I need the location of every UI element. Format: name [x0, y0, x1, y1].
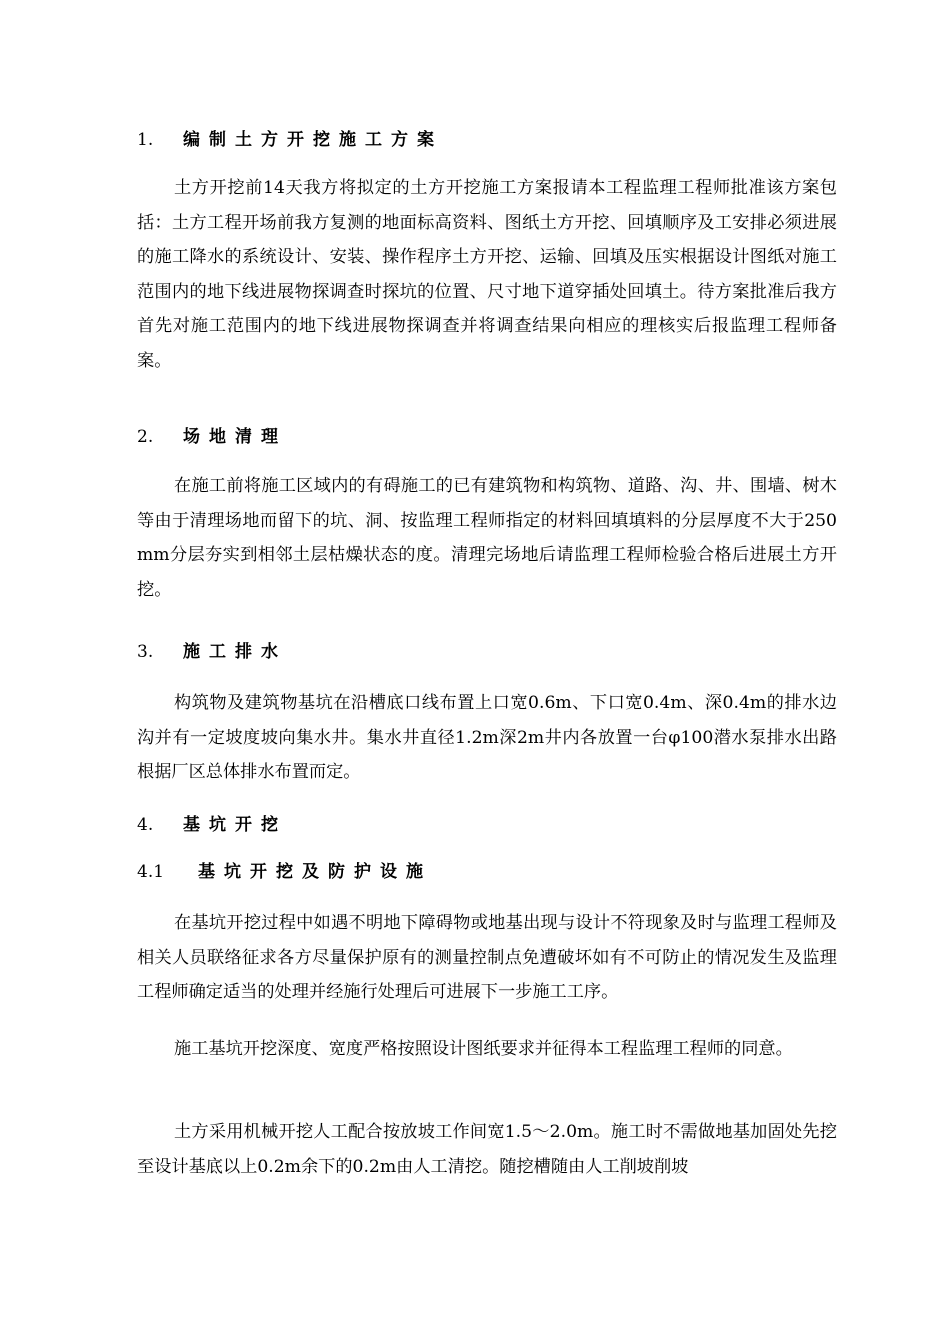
section-title: 基坑开挖	[183, 815, 287, 835]
section-title: 场地清理	[183, 427, 287, 447]
paragraph: 施工基坑开挖深度、宽度严格按照设计图纸要求并征得本工程监理工程师的同意。	[174, 1039, 793, 1059]
section-title: 编制土方开挖施工方案	[183, 130, 443, 150]
section-heading-4-1	[137, 860, 432, 884]
section-heading-3	[137, 640, 287, 664]
section-number: 4.	[137, 815, 154, 835]
section-title: 施工排水	[183, 642, 287, 662]
section-title: 基坑开挖及防护设施	[198, 862, 432, 882]
paragraph: 土方采用机械开挖人工配合按放坡工作间宽1.5～2.0m。施工时不需做地基加固处先挖至设计基底以上0.2m余下的0.2m由人工清挖。随挖槽随由人工削坡削坡	[137, 1122, 837, 1177]
paragraph: 土方开挖前14天我方将拟定的土方开挖施工方案报请本工程监理工程师批准该方案包括：土方工程开场前我方复测的地面标高资料、图纸土方开挖、回填顺序及工安排必须进展的施工降水的系统设计、安装、操作程序土方开挖、运输、回填及压实根据设计图纸对施工范围内的地下线进展物探调查时探坑的位置、尺寸地下道穿插处回填土。待方案批准后我方首先对施工范围内的地下线进展物探调查并将调查结果向相应的理核实后报监理工程师备案。	[137, 178, 837, 371]
paragraph: 构筑物及建筑物基坑在沿槽底口线布置上口宽0.6m、下口宽0.4m、深0.4m的排水边沟并有一定坡度坡向集水井。集水井直径1.2m深2m井内各放置一台φ100潜水泵排水出路根据厂区总体排水布置而定。	[137, 693, 837, 782]
section-heading-2	[137, 425, 287, 449]
section-number: 1.	[137, 130, 154, 150]
section-number: 2.	[137, 427, 154, 447]
section-heading-1	[137, 128, 443, 152]
section-heading-4	[137, 813, 287, 837]
section-number: 4.1	[137, 862, 165, 882]
paragraph: 在基坑开挖过程中如遇不明地下障碍物或地基出现与设计不符现象及时与监理工程师及相关人员联络征求各方尽量保护原有的测量控制点免遭破坏如有不可防止的情况发生及监理工程师确定适当的处理并经施行处理后可进展下一步施工工序。	[137, 913, 837, 1002]
section-number: 3.	[137, 642, 154, 662]
paragraph: 在施工前将施工区域内的有碍施工的已有建筑物和构筑物、道路、沟、井、围墙、树木等由于清理场地而留下的坑、洞、按监理工程师指定的材料回填填料的分层厚度不大于250mm分层夯实到相邻土层枯燥状态的度。清理完场地后请监理工程师检验合格后进展土方开挖。	[137, 476, 837, 600]
